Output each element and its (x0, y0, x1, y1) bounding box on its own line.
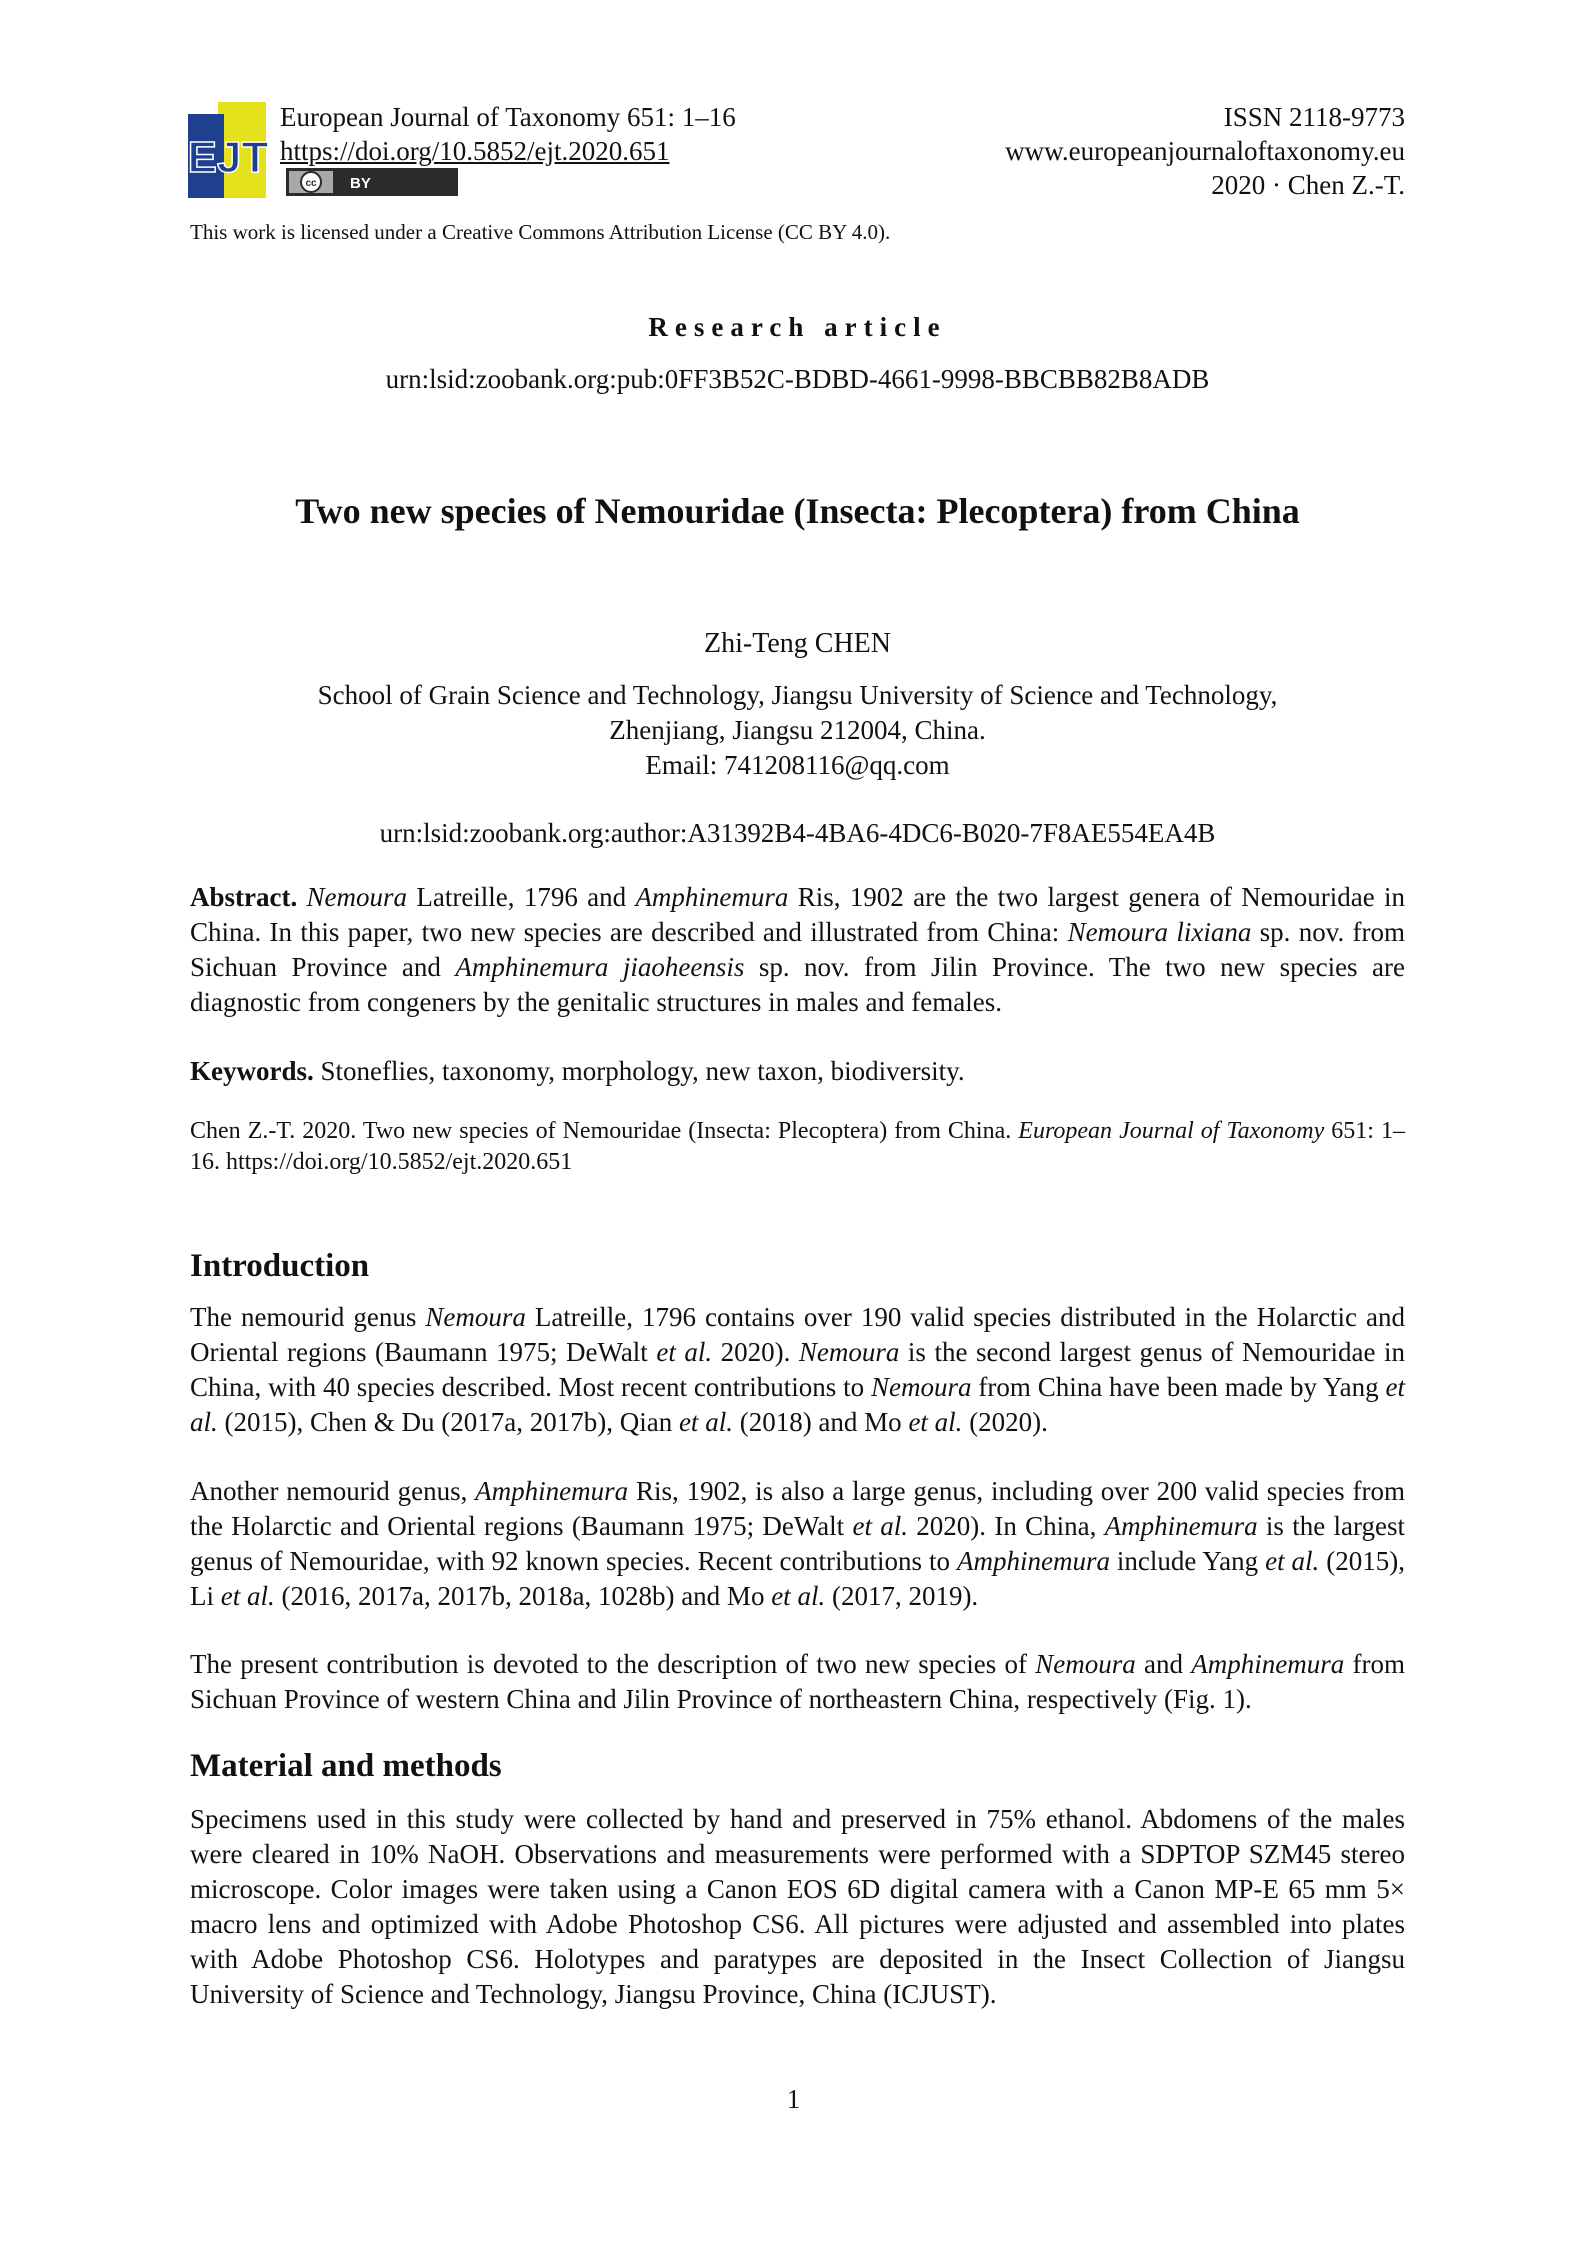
abstract (190, 880, 1405, 1020)
abstract-label: Abstract. (190, 882, 298, 912)
author-name: Zhi-Teng CHEN (703, 628, 891, 659)
genus-name: Nemoura (425, 1302, 526, 1332)
cc-icon: cc (305, 178, 317, 189)
citation-text: 651: 1–16. https://doi.org/10.5852/ejt.2020.651 (190, 1118, 1406, 1175)
genus-name: Nemoura (1035, 1649, 1136, 1679)
text: Another nemourid genus, (190, 1476, 476, 1506)
text: is the largest genus of Nemouridae, with 92 known species. Recent contributions to (190, 1511, 1405, 1576)
genus-name: Nemoura (306, 882, 408, 912)
et-al: et al. (852, 1511, 908, 1541)
et-al: et al. (771, 1581, 826, 1611)
cc-by-badge[interactable] (286, 168, 458, 196)
text: (2016, 2017a, 2017b, 2018a, 1028b) and Mo (274, 1581, 772, 1611)
genus-name: Amphinemura (475, 1476, 629, 1506)
genus-name: Amphinemura (635, 882, 789, 912)
journal-website[interactable]: www.europeanjournaloftaxonomy.eu (1005, 136, 1405, 166)
et-al: et al. (220, 1581, 275, 1611)
abstract-text: Latreille, 1796 and (407, 882, 636, 912)
urn-publication: urn:lsid:zoobank.org:pub:0FF3B52C-BDBD-4661-9998-BBCBB82B8ADB (385, 364, 1210, 394)
text: Latreille, 1796 contains over 190 valid species distributed in the Holarctic and Oriental regions (Baumann 1975; DeWalt (190, 1302, 1405, 1367)
et-al: et al. (678, 1407, 733, 1437)
paper-title: Two new species of Nemouridae (Insecta: Plecoptera) from China (295, 491, 1300, 531)
text: (2020). (962, 1407, 1048, 1437)
citation-text: Chen Z.-T. 2020. Two new species of Nemouridae (Insecta: Plecoptera) from China. (190, 1118, 1019, 1144)
text: The present contribution is devoted to the description of two new species of (190, 1649, 1036, 1679)
abstract-text: sp. nov. from Sichuan Province and (190, 917, 1405, 982)
et-al: et al. (908, 1407, 963, 1437)
text: (2015), Chen & Du (2017a, 2017b), Qian (217, 1407, 679, 1437)
section-heading-material-and-methods: Material and methods (190, 1748, 502, 1784)
keywords-label: Keywords. (190, 1056, 314, 1086)
species-name: Nemoura lixiana (1067, 917, 1252, 947)
text: Ris, 1902, is also a large genus, including over 200 valid species from the Holarctic and Oriental regions (Baumann 1975; DeWalt (190, 1476, 1405, 1541)
ejt-logo (188, 100, 268, 200)
methods-paragraph-1: Specimens used in this study were collected by hand and preserved in 75% ethanol. Abdomens of the males were cleared in 10% NaOH. Observations and measurements were performed with a SDPTOP SZM45 stereo microscope. Color images were taken using a Canon EOS 6D digital camera with a Canon MP-E 65 mm 5× macro lens and optimized with Adobe Photoshop CS6. All pictures were adjusted and assembled into plates with Adobe Photoshop CS6. Holotypes and paratypes are deposited in the Insect Collection of Jiangsu University of Science and Technology, Jiangsu Province, China (ICJUST). (190, 1804, 1405, 2009)
genus-name: Nemoura (871, 1372, 972, 1402)
article-type: Research article (648, 312, 947, 342)
text: include Yang (1109, 1546, 1266, 1576)
genus-name: Amphinemura (1104, 1511, 1258, 1541)
affiliation-line-2: Zhenjiang, Jiangsu 212004, China. (609, 715, 986, 745)
affiliation-line-1: School of Grain Science and Technology, Jiangsu University of Science and Technology, (317, 680, 1278, 710)
et-al: et al. (1265, 1546, 1320, 1576)
keywords (190, 1054, 1405, 1089)
text: is the second largest genus of Nemouridae in China, with 40 species described. Most recent contributions to (190, 1337, 1405, 1402)
section-heading-introduction: Introduction (190, 1248, 370, 1284)
introduction-paragraph-1 (190, 1300, 1405, 1440)
urn-author: urn:lsid:zoobank.org:author:A31392B4-4BA6-4DC6-B020-7F8AE554EA4B (379, 818, 1216, 848)
text: from Sichuan Province of western China and Jilin Province of northeastern China, respectively (Fig. 1). (190, 1649, 1405, 1714)
text: and (1135, 1649, 1192, 1679)
journal-citation-line: European Journal of Taxonomy 651: 1–16 (280, 102, 736, 132)
text: (2017, 2019). (825, 1581, 979, 1611)
issn: ISSN 2118-9773 (1223, 102, 1405, 132)
introduction-paragraph-2 (190, 1474, 1405, 1614)
author-email[interactable]: Email: 741208116@qq.com (645, 750, 950, 780)
genus-name: Nemoura (798, 1337, 900, 1367)
species-name: Amphinemura jiaoheensis (455, 952, 745, 982)
et-al: et al. (656, 1337, 713, 1367)
text: 2020). (712, 1337, 799, 1367)
author-affiliation (190, 678, 1405, 783)
year-author: 2020 · Chen Z.-T. (1211, 170, 1405, 200)
journal-header-right (1005, 100, 1405, 202)
genus-name: Amphinemura (956, 1546, 1110, 1576)
text: The nemourid genus (190, 1302, 426, 1332)
introduction-paragraph-3 (190, 1647, 1405, 1717)
by-label: BY (350, 175, 371, 192)
text: (2015), Li (190, 1546, 1405, 1611)
abstract-text: sp. nov. from Jilin Province. The two new species are diagnostic from congeners by the genitalic structures in males and females. (190, 952, 1405, 1017)
text: (2018) and Mo (732, 1407, 909, 1437)
journal-header-left (280, 100, 736, 168)
license-note: This work is licensed under a Creative Commons Attribution License (CC BY 4.0). (190, 220, 891, 244)
et-al: et al. (190, 1372, 1405, 1437)
abstract-text: Ris, 1902 are the two largest genera of Nemouridae in China. In this paper, two new species are described and illustrated from China: (190, 882, 1406, 947)
text: from China have been made by Yang (971, 1372, 1386, 1402)
text: 2020). In China, (908, 1511, 1105, 1541)
keywords-text: Stoneflies, taxonomy, morphology, new taxon, biodiversity. (313, 1056, 965, 1086)
genus-name: Amphinemura (1191, 1649, 1345, 1679)
logo-text: EJT (188, 133, 268, 182)
page-number: 1 (786, 2084, 801, 2114)
how-to-cite (190, 1116, 1405, 1178)
citation-journal: European Journal of Taxonomy (1018, 1118, 1325, 1144)
doi-link[interactable]: https://doi.org/10.5852/ejt.2020.651 (280, 136, 670, 166)
